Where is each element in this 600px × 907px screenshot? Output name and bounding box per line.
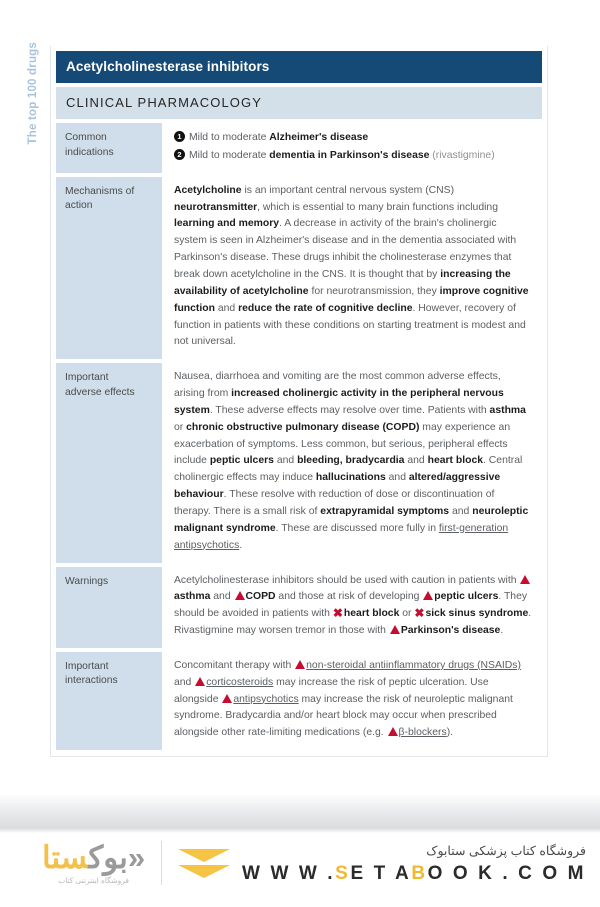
emphasised-term: increasing the availability of acetylcholine xyxy=(174,269,511,297)
row-body-common-indications xyxy=(162,123,542,173)
emphasised-term: sick sinus syndrome xyxy=(425,608,529,620)
drug-card xyxy=(50,46,548,757)
emphasised-term: Acetylcholine xyxy=(174,184,242,196)
warning-triangle-icon xyxy=(222,694,232,703)
contraindication-cross-icon: ✖ xyxy=(414,606,425,621)
logo-script-gold: ستا xyxy=(42,839,89,875)
emphasised-term: bleeding, bradycardia xyxy=(297,455,405,467)
warning-triangle-icon xyxy=(295,660,305,669)
row-label-warnings: Warnings xyxy=(56,567,162,648)
footer-url-segment: W W W . xyxy=(242,863,336,884)
setabook-logo xyxy=(42,841,230,885)
emphasised-term: asthma xyxy=(174,591,211,603)
indication-2-post: (rivastigmine) xyxy=(429,149,495,161)
logo-subtitle: فروشگاه اینترنتی کتاب xyxy=(58,875,129,885)
list-item xyxy=(174,129,532,147)
page-title: Acetylcholinesterase inhibitors xyxy=(56,51,542,83)
cross-reference-link[interactable]: antipsychotics xyxy=(233,693,299,705)
emphasised-term: neuroleptic malignant syndrome xyxy=(174,505,529,534)
footer-url-segment: S xyxy=(335,863,351,884)
contraindication-cross-icon: ✖ xyxy=(332,606,343,621)
table-row xyxy=(56,567,542,648)
emphasised-term: increased cholinergic activity in the peripheral nervous system xyxy=(174,388,504,416)
emphasised-term: neurotransmitter xyxy=(174,201,258,213)
emphasised-term: heart block xyxy=(427,455,484,467)
cross-reference-link[interactable]: β-blockers xyxy=(398,727,447,739)
cross-reference-link[interactable]: first-generation antipsychotics xyxy=(174,522,509,551)
footer-url[interactable] xyxy=(242,863,586,885)
emphasised-term: Parkinson's disease xyxy=(400,625,501,637)
table-row xyxy=(56,123,542,173)
footer-text-block xyxy=(242,843,586,885)
footer-divider-band xyxy=(0,793,600,833)
chevron-down-icon xyxy=(178,849,230,862)
emphasised-term: learning and memory xyxy=(174,218,280,230)
footer-url-segment: E T A xyxy=(350,863,412,884)
row-label-common-indications: Common indications xyxy=(56,123,162,173)
indication-1-term: Alzheimer's disease xyxy=(269,132,369,143)
chevron-stack-icon xyxy=(178,849,230,878)
emphasised-term: heart block xyxy=(343,608,400,620)
running-head xyxy=(20,42,48,222)
indication-2-pre: Mild to moderate xyxy=(189,149,270,161)
section-heading: CLINICAL PHARMACOLOGY xyxy=(56,87,542,119)
emphasised-term: extrapyramidal symptoms xyxy=(320,505,450,517)
emphasised-term: hallucinations xyxy=(315,472,386,484)
emphasised-term: peptic ulcers xyxy=(434,591,499,603)
table-row xyxy=(56,652,542,750)
table-row xyxy=(56,177,542,359)
logo-script-grey: بوک xyxy=(88,839,128,875)
footer-url-segment: O O K . C O M xyxy=(427,863,586,884)
cross-reference-link[interactable]: non-steroidal antiinflammatory drugs (NSAIDs) xyxy=(306,659,521,671)
indication-2-term: dementia in Parkinson's disease xyxy=(269,149,430,161)
list-item xyxy=(174,147,532,165)
emphasised-term: reduce the rate of cognitive decline xyxy=(238,302,413,314)
logo-script-text xyxy=(42,839,146,875)
row-body-important-adverse-effects: Nausea, diarrhoea and vomiting are the most common adverse effects, arising from increased cholinergic activity in the peripheral nervous system. These adverse effects may resolve over time. Patients with asthma or chronic obstructive pulmonary disease (COPD) may experience an exacerbation of symptoms. Less common, but serious, peripheral effects include peptic ulcers and bleeding, bradycardia and heart block. Central cholinergic effects may induce hallucinations and altered/aggressive behaviour. These resolve with reduction of dose or discontinuation of therapy. There is a small risk of extrapyramidal symptoms and neuroleptic malignant syndrome. These are discussed more fully in first-generation antipsychotics. xyxy=(174,371,529,551)
cross-reference-link[interactable]: corticosteroids xyxy=(206,676,274,688)
footer-url-segment: B xyxy=(411,863,428,884)
emphasised-term: COPD xyxy=(245,591,276,603)
logo-wordmark xyxy=(42,839,146,885)
warning-triangle-icon xyxy=(520,575,530,584)
row-body-important-interactions: Concomitant therapy with non-steroidal antiinflammatory drugs (NSAIDs) and corticosteroids may increase the risk of peptic ulceration. Use alongside antipsychotics may increase the risk of neuroleptic malignant syndrome. Bradycardia and/or heart block may occur when prescribed alongside other rate-limiting medications (e.g. β-blockers). xyxy=(174,659,521,739)
emphasised-term: improve cognitive function xyxy=(174,285,529,314)
row-body-warnings: Acetylcholinesterase inhibitors should be used with caution in patients with asthma and COPD and those at risk of developing peptic ulcers. They should be avoided in patients with ✖heart block or ✖sick sinus syndrome. Rivastigmine may worsen tremor in those with Parkinson's disease. xyxy=(174,574,532,637)
warning-triangle-icon xyxy=(235,591,245,600)
chevron-down-icon xyxy=(178,865,230,878)
emphasised-term: chronic obstructive pulmonary disease (COPD) xyxy=(186,421,420,433)
row-label-important-interactions: Important interactions xyxy=(56,652,162,750)
row-body-mechanisms-of-action: Acetylcholine is an important central nervous system (CNS) neurotransmitter, which is essential to many brain functions including learning and memory. A decrease in activity of the brain's cholinergic system is seen in Alzheimer's disease and in the dementia associated with Parkinson's disease. These drugs inhibit the cholinesterase enzymes that break down acetylcholine in the CNS. It is thought that by increasing the availability of acetylcholine for neurotransmission, they improve cognitive function and reduce the rate of cognitive decline. However, recovery of function in patients with these conditions on starting treatment is modest and not universal. xyxy=(174,184,529,348)
table-row xyxy=(56,363,542,562)
bullet-number-1: 1 xyxy=(174,131,185,142)
row-label-important-adverse-effects: Important adverse effects xyxy=(56,363,162,562)
footer-tagline: فروشگاه کتاب پزشکی ستابوک xyxy=(426,844,586,858)
running-head-label: The top 100 drugs xyxy=(27,42,40,145)
warning-triangle-icon xyxy=(423,591,433,600)
emphasised-term: asthma xyxy=(489,404,526,416)
warning-triangle-icon xyxy=(195,677,205,686)
emphasised-term: peptic ulcers xyxy=(209,455,274,467)
logo-divider xyxy=(161,841,162,885)
warning-triangle-icon xyxy=(388,727,398,736)
emphasised-term: altered/aggressive behaviour xyxy=(174,472,501,501)
bullet-number-2: 2 xyxy=(174,149,185,160)
row-label-mechanisms-of-action: Mechanisms of action xyxy=(56,177,162,359)
indication-1-pre: Mild to moderate xyxy=(189,132,270,143)
logo-chevron-icon: « xyxy=(127,839,146,875)
warning-triangle-icon xyxy=(390,625,400,634)
site-footer xyxy=(0,833,600,907)
